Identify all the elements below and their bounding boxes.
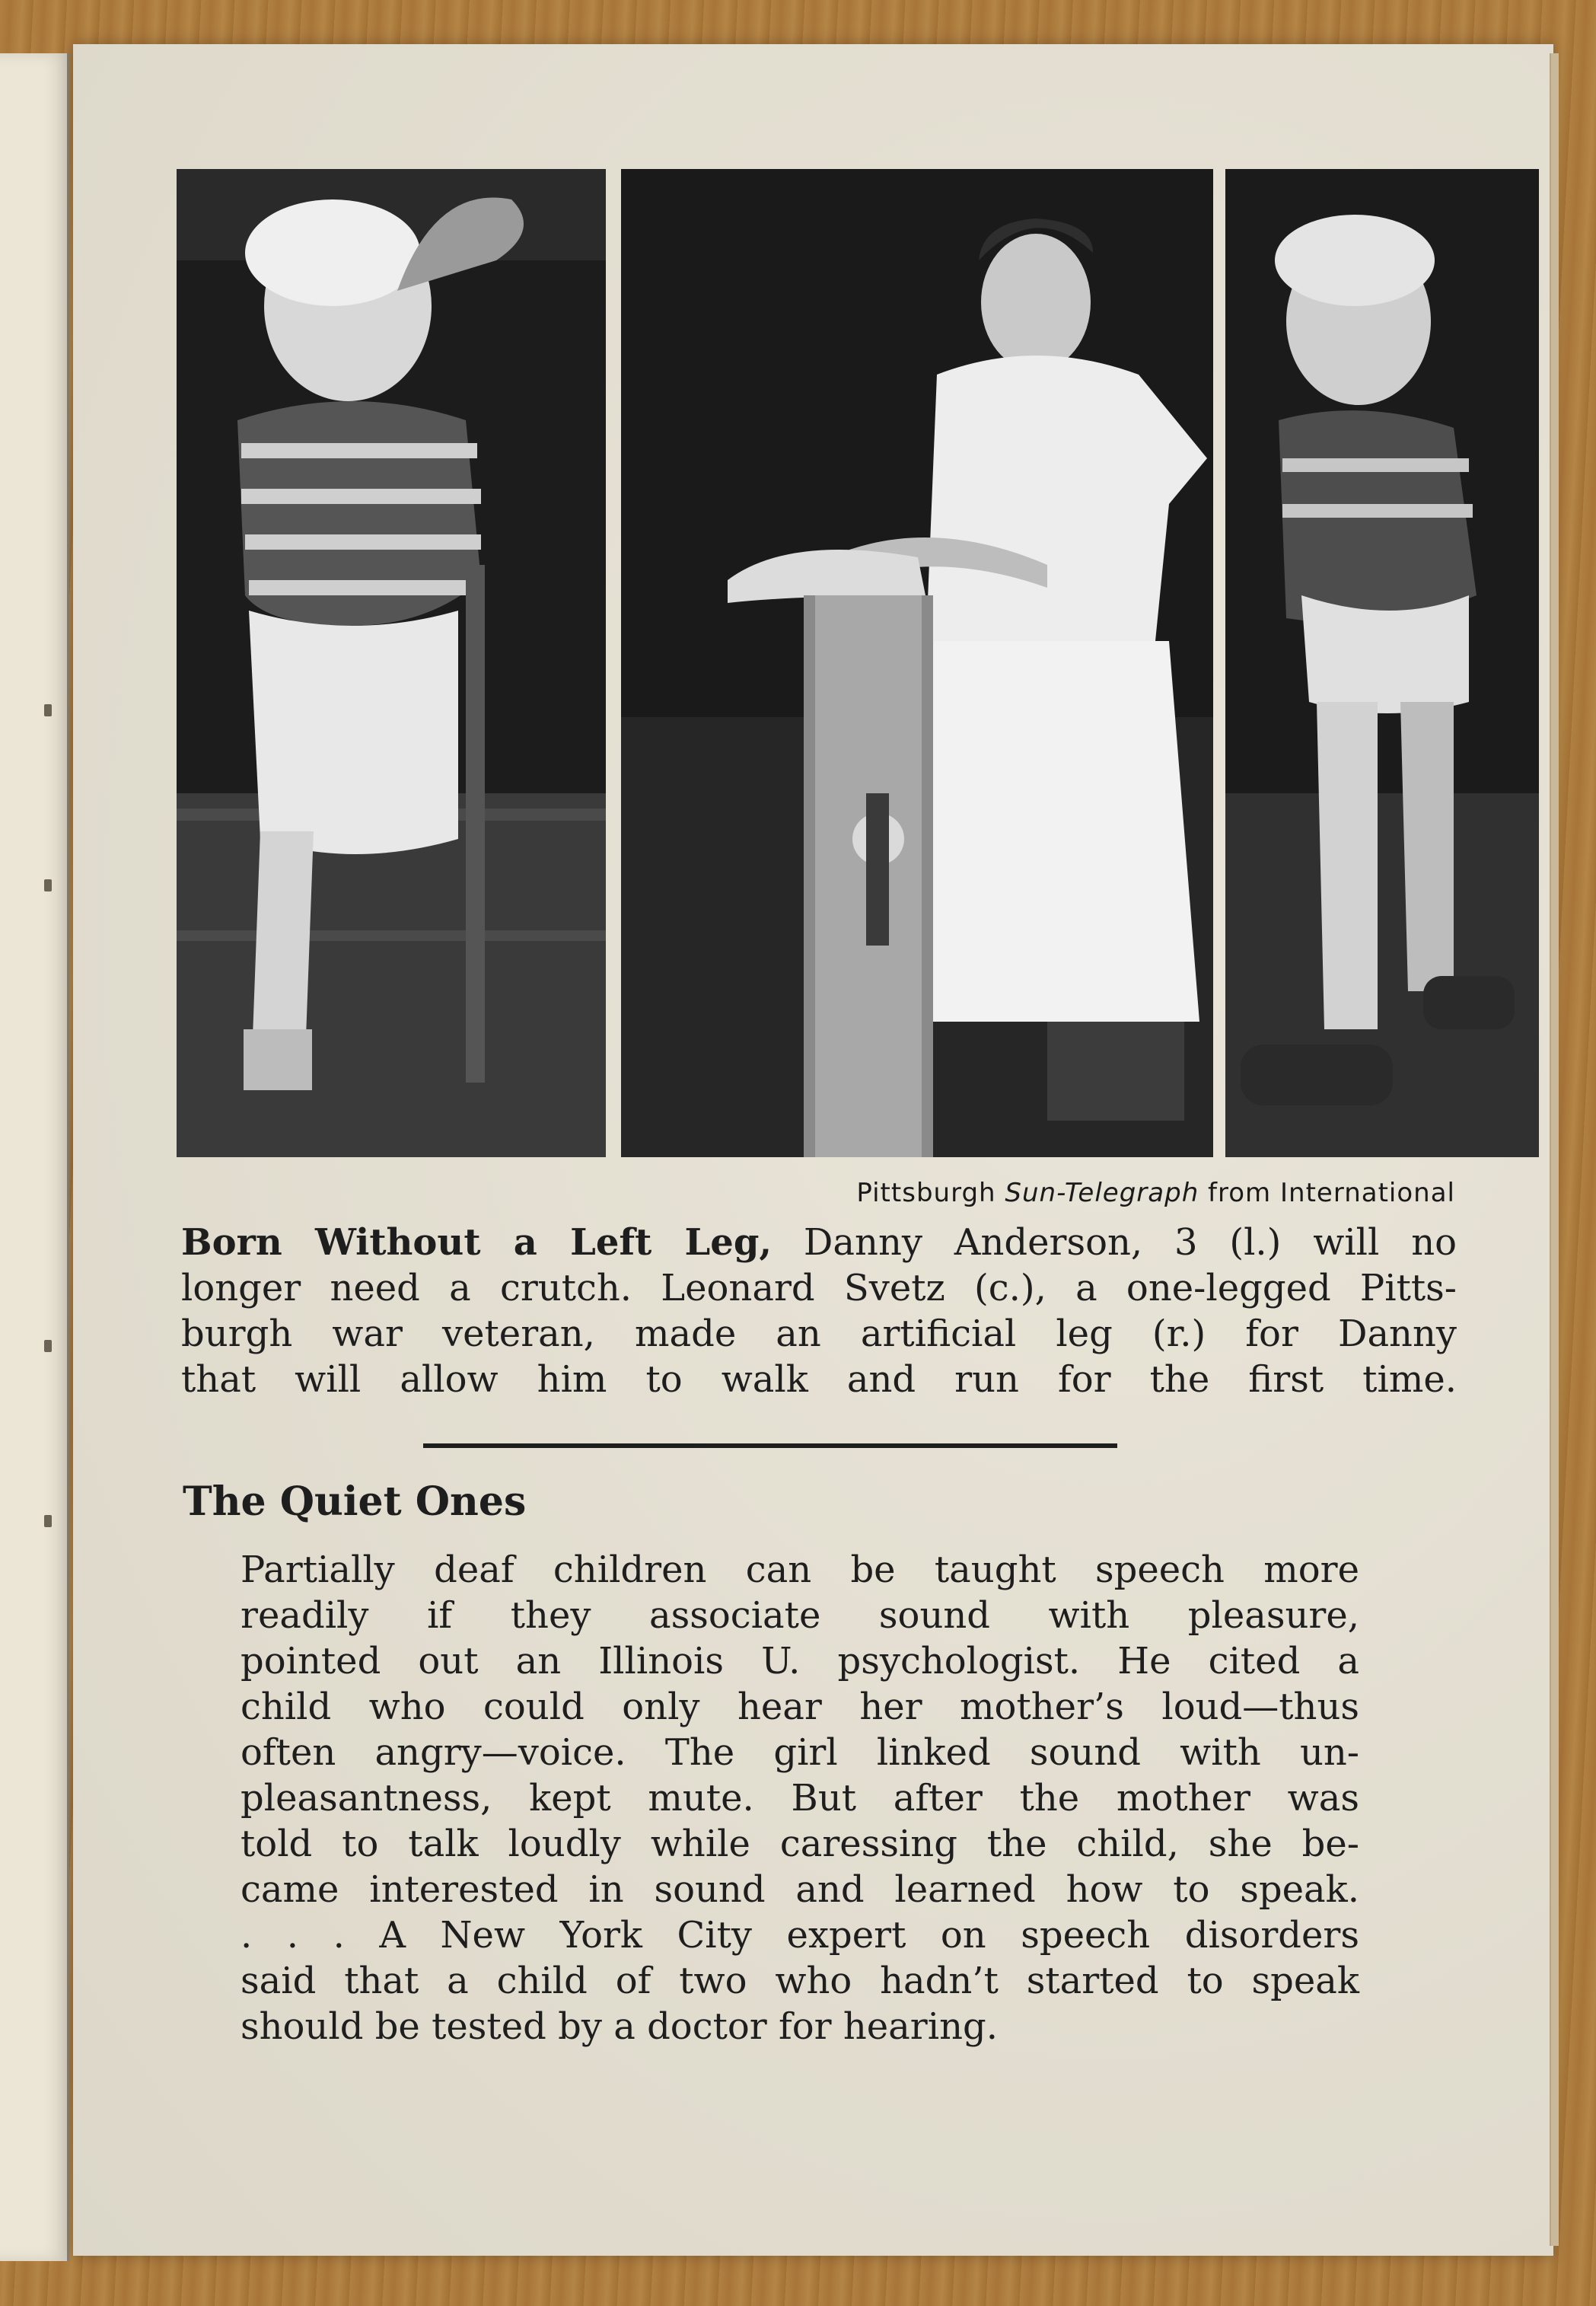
- photo-boy-with-crutch: [177, 169, 606, 1157]
- credit-publication: Sun-Telegraph: [1005, 1178, 1199, 1208]
- photo-credit: [177, 1178, 1455, 1208]
- page-edge: [1550, 53, 1559, 2246]
- article-line: pointed out an Illinois U. psychologist. He cited a: [241, 1640, 1359, 1682]
- credit-suffix: from International: [1199, 1178, 1455, 1208]
- binding-staple: [44, 879, 52, 891]
- facing-page: [0, 53, 69, 2261]
- article-line: . . . A New York City expert on speech disorders: [241, 1914, 1359, 1957]
- article-line: came interested in sound and learned how to speak.: [241, 1868, 1359, 1911]
- article-line: said that a child of two who hadn’t started to speak: [241, 1960, 1359, 2002]
- article-line: readily if they associate sound with pleasure,: [241, 1594, 1359, 1637]
- caption-line: [181, 1220, 1457, 1265]
- caption-lead: Born Without a Left Leg,: [181, 1221, 773, 1264]
- boy-with-artificial-leg-photo: [1225, 169, 1539, 1157]
- photo-caption: [181, 1220, 1457, 1402]
- caption-line: that will allow him to walk and run for the first time.: [181, 1358, 1457, 1401]
- caption-line: burgh war veteran, made an artificial leg (r.) for Danny: [181, 1312, 1457, 1355]
- binding-staple: [44, 704, 52, 716]
- article-line: told to talk loudly while caressing the child, she be-: [241, 1823, 1359, 1865]
- photo-man-carving-leg: [621, 169, 1213, 1157]
- caption-line-text: Danny Anderson, 3 (l.) will no: [772, 1221, 1457, 1264]
- article-line: child who could only hear her mother’s loud—thus: [241, 1686, 1359, 1728]
- article-heading: The Quiet Ones: [183, 1478, 527, 1525]
- article-line: often angry—voice. The girl linked sound with un-: [241, 1731, 1359, 1774]
- boy-on-crutch-photo: [177, 169, 606, 1157]
- section-divider: [423, 1443, 1117, 1448]
- photo-boy-with-artificial-leg: [1225, 169, 1539, 1157]
- article-line: pleasantness, kept mute. But after the mother was: [241, 1777, 1359, 1820]
- article-body: [241, 1547, 1359, 2049]
- binding-staple: [44, 1515, 52, 1527]
- article-line: should be tested by a doctor for hearing.: [241, 2005, 998, 2048]
- article-line: Partially deaf children can be taught speech more: [241, 1548, 1359, 1591]
- credit-prefix: Pittsburgh: [856, 1178, 1005, 1208]
- man-carving-artificial-leg-photo: [621, 169, 1213, 1157]
- caption-line: longer need a crutch. Leonard Svetz (c.), a one-legged Pitts-: [181, 1267, 1457, 1309]
- binding-staple: [44, 1340, 52, 1352]
